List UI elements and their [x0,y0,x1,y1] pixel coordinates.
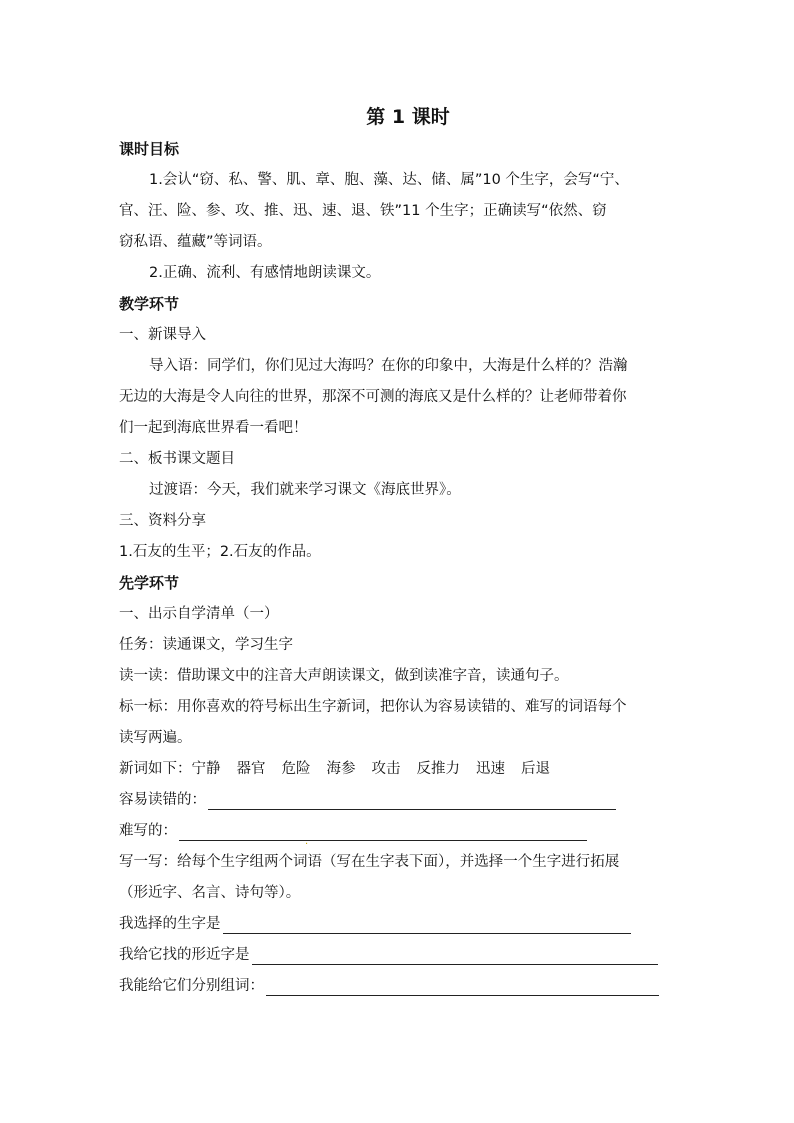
word-item: 迅速 [476,761,505,777]
section3-title: 三、资料分享 [119,513,206,529]
goal1-line2: 官、汪、险、参、攻、推、迅、速、退、铁”11 个生字；正确读写“依然、窃 [119,203,607,219]
choose-blank[interactable] [223,915,631,934]
section1-title: 一、新课导入 [119,327,206,343]
lesson-content [119,100,677,1002]
similar-blank[interactable] [252,946,658,965]
hard-blank[interactable]: . [179,822,587,841]
choose-row [119,909,677,940]
write-line1: 写一写：给每个生字组两个词语（写在生字表下面），并选择一个生字进行拓展 [119,854,620,870]
new-words-row [119,754,677,785]
misread-row [119,785,677,816]
misread-blank[interactable] [208,791,616,810]
word-item: 海参 [326,761,356,777]
compose-label: 我能给它们分别组词： [119,978,264,994]
word-item: 反推力 [416,761,460,777]
teach-heading: 教学环节 [119,295,180,313]
word-item: 攻击 [371,761,401,777]
mark-line1: 标一标：用你喜欢的符号标出生字新词，把你认为容易读错的、难写的词语每个 [119,699,627,715]
page-title: 第 1 课时 [366,106,450,128]
pre1-title: 一、出示自学清单（一） [119,606,279,622]
compose-row [119,971,677,1002]
share-text: 1.石友的生平；2.石友的作品。 [119,544,321,560]
intro-line2: 无边的大海是令人向往的世界，那深不可测的海底又是什么样的？让老师带着你 [119,389,627,405]
word-item: 危险 [281,761,311,777]
choose-label: 我选择的生字是 [119,916,221,932]
task-text: 任务：读通课文，学习生字 [119,637,293,653]
misread-label: 容易读错的： [119,792,206,808]
intro-line1: 导入语：同学们，你们见过大海吗？在你的印象中，大海是什么样的？浩瀚 [149,358,628,374]
goal2: 2.正确、流利、有感情地朗读课文。 [149,265,381,281]
intro-line3: 们一起到海底世界看一看吧！ [119,420,308,436]
word-item: 后退 [521,761,550,777]
word-item: 宁静 [191,761,221,777]
goal1-line3: 窃私语、蕴藏”等词语。 [119,234,272,250]
write-line2: （形近字、名言、诗句等）。 [119,885,301,901]
compose-blank[interactable] [266,977,659,996]
similar-label: 我给它找的形近字是 [119,947,250,963]
goal1-line1: 1.会认“窃、私、警、肌、章、胞、藻、达、储、属”10 个生字，会写“宁、 [149,172,629,188]
section2-title: 二、板书课文题目 [119,451,235,467]
hard-label: 难写的： [119,823,177,839]
word-item: 器官 [236,761,266,777]
goals-heading: 课时目标 [119,140,180,158]
pre-heading: 先学环节 [119,574,180,592]
mark-line2: 读写两遍。 [119,730,192,746]
hard-row [119,816,677,847]
read-text: 读一读：借助课文中的注音大声朗读课文，做到读准字音，读通句子。 [119,668,569,684]
words-label: 新词如下： [119,761,192,777]
transition-text: 过渡语：今天，我们就来学习课文《海底世界》。 [149,482,461,498]
similar-row [119,940,677,971]
